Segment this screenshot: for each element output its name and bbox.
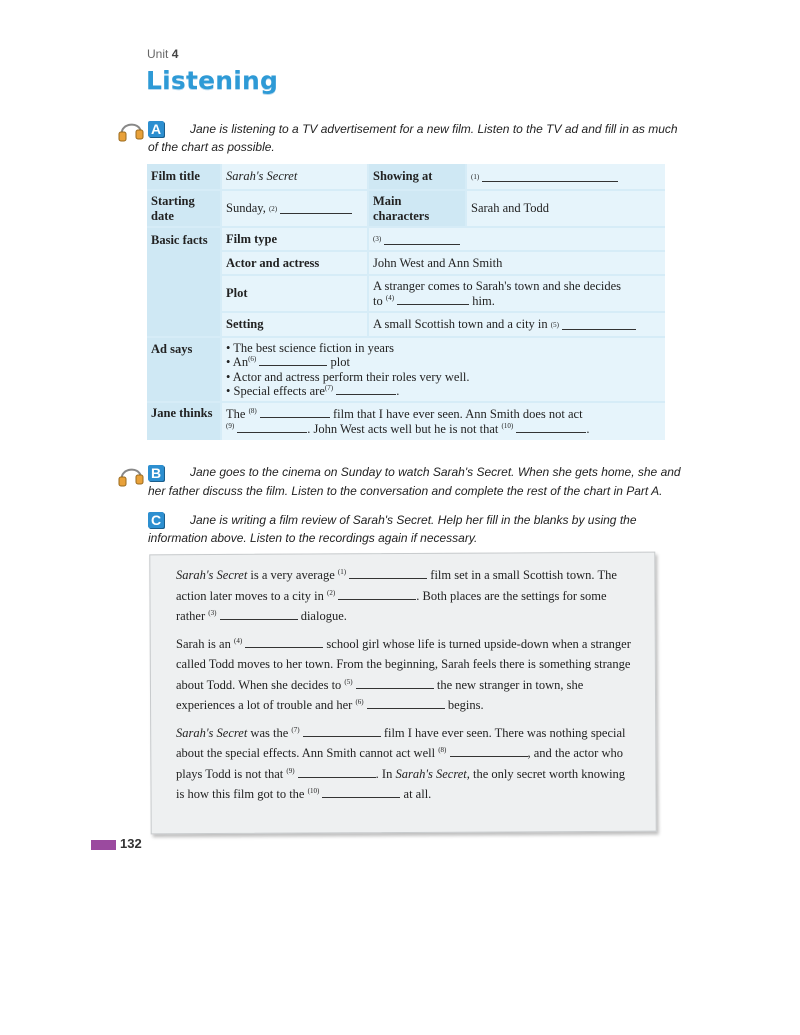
ad-says-label: Ad says bbox=[147, 338, 220, 401]
jane-thinks-label: Jane thinks bbox=[147, 403, 220, 440]
section-c-instruction-line1: Jane is writing a film review of Sarah's Secret. Help her fill in the blanks by using the bbox=[190, 513, 637, 527]
section-a-instruction-line2: of the chart as possible. bbox=[148, 140, 275, 154]
review-blank-2[interactable] bbox=[338, 589, 416, 600]
unit-label: Unit 4 bbox=[147, 47, 179, 61]
headphones-icon[interactable] bbox=[117, 463, 145, 489]
starting-date-value[interactable]: Sunday, (2) bbox=[222, 191, 367, 226]
headphones-icon[interactable] bbox=[117, 118, 145, 144]
section-b-instruction-line1: Jane goes to the cinema on Sunday to watch Sarah's Secret. When she gets home, she and bbox=[190, 465, 681, 479]
section-a-instruction-line1: Jane is listening to a TV advertisement for a new film. Listen to the TV ad and fill in as much bbox=[190, 122, 678, 136]
blank-1[interactable] bbox=[482, 171, 618, 182]
section-b-badge: B bbox=[148, 465, 164, 481]
plot-label: Plot bbox=[222, 276, 367, 311]
showing-at-label: Showing at bbox=[369, 164, 465, 189]
section-c-badge: C bbox=[148, 512, 164, 528]
review-blank-6[interactable] bbox=[367, 698, 445, 709]
review-blank-5[interactable] bbox=[356, 678, 434, 689]
starting-date-label: Starting date bbox=[147, 191, 220, 226]
section-b-instruction-line2: her father discuss the film. Listen to the conversation and complete the rest of the chart in Part A. bbox=[148, 484, 663, 498]
review-blank-7[interactable] bbox=[303, 726, 381, 737]
actor-actress-label: Actor and actress bbox=[222, 252, 367, 274]
unit-number: 4 bbox=[171, 47, 179, 61]
setting-value[interactable]: A small Scottish town and a city in (5) bbox=[369, 313, 665, 336]
actor-actress-value: John West and Ann Smith bbox=[369, 252, 665, 274]
review-blank-3[interactable] bbox=[220, 609, 298, 620]
showing-at-value[interactable]: (1) bbox=[467, 164, 665, 189]
review-blank-9[interactable] bbox=[298, 767, 376, 778]
page-number-bar bbox=[91, 840, 116, 850]
review-blank-8[interactable] bbox=[450, 746, 528, 757]
blank-5[interactable] bbox=[562, 319, 636, 330]
blank-3[interactable] bbox=[384, 234, 460, 245]
blank-6[interactable] bbox=[259, 355, 327, 366]
blank-2[interactable] bbox=[280, 203, 352, 214]
blank-10[interactable] bbox=[516, 422, 586, 433]
review-paragraph-1: Sarah's Secret is a very average $^{(1)}$ film set in a small Scottish town. The action later moves to a city in $^{(2)}$ . Both places are the settings for some rather $^{(3)}$ dialogue. bbox=[176, 567, 617, 623]
jane-thinks-value[interactable]: The $^{(8)}$ film that I have ever seen. Ann Smith does not act $^{(9)}$ . John West acts well but he is not that $^{(10)}$ . bbox=[222, 403, 665, 440]
basic-facts-label: Basic facts bbox=[147, 228, 220, 336]
plot-value[interactable]: A stranger comes to Sarah's town and she decides to $^{(4)}$ him. bbox=[369, 276, 665, 311]
section-a-badge: A bbox=[148, 121, 164, 137]
film-title-value: Sarah's Secret bbox=[222, 164, 367, 189]
review-blank-10[interactable] bbox=[322, 787, 400, 798]
film-type-label: Film type bbox=[222, 228, 367, 250]
ad-says-value[interactable]: • The best science fiction in years • An$^{(6)}$ plot • Actor and actress perform their roles very well. • Special effects are$^{(7)}$ . bbox=[222, 338, 665, 401]
page-title: Listening bbox=[146, 66, 279, 95]
blank-4[interactable] bbox=[397, 294, 469, 305]
review-blank-4[interactable] bbox=[245, 637, 323, 648]
section-c-instruction-line2: information above. Listen to the recordings again if necessary. bbox=[148, 531, 478, 545]
blank-7[interactable] bbox=[336, 384, 396, 395]
film-type-value[interactable]: (3) bbox=[369, 228, 665, 250]
blank-9[interactable] bbox=[237, 422, 307, 433]
film-title-label: Film title bbox=[147, 164, 220, 189]
blank-8[interactable] bbox=[260, 407, 330, 418]
setting-label: Setting bbox=[222, 313, 367, 336]
page-number: 132 bbox=[120, 836, 142, 851]
film-review bbox=[176, 565, 636, 812]
review-blank-1[interactable] bbox=[349, 568, 427, 579]
review-paragraph-3: Sarah's Secret was the $^{(7)}$ film I have ever seen. There was nothing special about the special effects. Ann Smith cannot act well $^{(8)}$ , and the actor who plays Todd is not that $^{(9)}$ . In Sarah's Secret, the only secret worth knowing is how this film got to the $^{(10)}$ at all. bbox=[176, 725, 626, 801]
main-characters-label: Main characters bbox=[369, 191, 465, 226]
main-characters-value: Sarah and Todd bbox=[467, 191, 665, 226]
review-paragraph-2: Sarah is an $^{(4)}$ school girl whose life is turned upside-down when a stranger called Todd moves to her town. From the beginning, Sarah feels there is something strange about Todd. When she decides to $^{(5)}$ the new stranger in town, she experiences a lot of trouble and her $^{(6)}$ begins. bbox=[176, 636, 631, 712]
